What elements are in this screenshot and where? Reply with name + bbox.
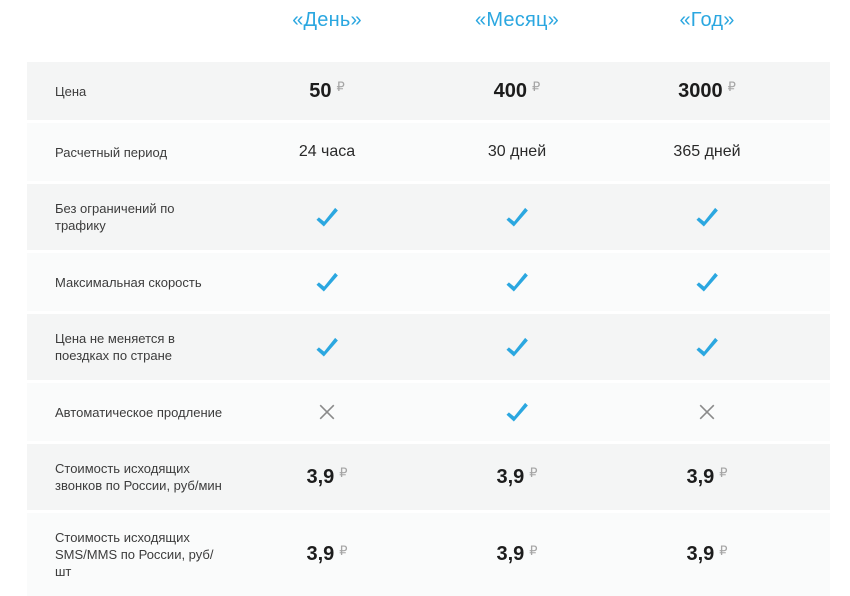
row-cell: [612, 466, 802, 489]
ruble-sign: ₽: [532, 79, 541, 94]
row-label: Цена не меняется в поездках по стране: [55, 331, 175, 363]
price-value: 3,9: [306, 543, 335, 565]
row-cell: [232, 543, 422, 566]
check-icon: [315, 271, 339, 294]
text-value: 30 дней: [487, 143, 547, 160]
ruble-sign: ₽: [727, 79, 736, 94]
row-cell: [612, 336, 802, 359]
row-cell: [232, 80, 422, 103]
row-cell: [422, 336, 612, 359]
row-label: Максимальная скорость: [55, 274, 202, 290]
row-cell: [422, 543, 612, 566]
check-icon: [695, 206, 719, 229]
ruble-sign: ₽: [719, 465, 728, 480]
row-cell: [232, 143, 422, 161]
price-value: 3,9: [306, 465, 335, 488]
price-value: 50: [309, 79, 332, 102]
row-cell: [612, 80, 802, 103]
price-value: 3,9: [686, 465, 715, 488]
table-body: [27, 62, 830, 596]
check-icon: [315, 336, 339, 359]
table-row: [27, 314, 830, 380]
cross-icon: [318, 403, 336, 421]
row-label: Цена: [55, 83, 87, 99]
table-row: [27, 383, 830, 441]
row-cell: [422, 206, 612, 229]
row-label: Стоимость исходящих звонков по России, руб/мин: [55, 461, 222, 493]
ruble-sign: ₽: [529, 542, 538, 558]
row-cell: [232, 403, 422, 421]
table-row: [27, 184, 830, 250]
row-cell: [232, 336, 422, 359]
row-cell: [422, 401, 612, 424]
ruble-sign: ₽: [339, 542, 348, 558]
ruble-sign: ₽: [339, 465, 348, 480]
column-header-day: «День»: [292, 8, 362, 31]
row-cell: [232, 206, 422, 229]
row-cell: [612, 543, 802, 566]
ruble-sign: ₽: [719, 542, 728, 558]
price-value: 3,9: [496, 543, 525, 565]
row-cell: [422, 271, 612, 294]
row-cell: [612, 143, 802, 161]
check-icon: [695, 271, 719, 294]
table-row: [27, 62, 830, 120]
table-row: [27, 513, 830, 596]
row-label: Стоимость исходящих SMS/MMS по России, руб/шт: [55, 530, 214, 579]
check-icon: [505, 336, 529, 359]
text-value: 365 дней: [673, 143, 741, 160]
table-header: [27, 0, 830, 40]
ruble-sign: ₽: [336, 79, 345, 94]
column-header-year: «Год»: [679, 8, 735, 31]
row-cell: [612, 271, 802, 294]
check-icon: [505, 206, 529, 229]
price-value: 3000: [678, 79, 723, 102]
cross-icon: [698, 403, 716, 421]
row-cell: [422, 466, 612, 489]
price-value: 400: [493, 79, 528, 102]
table-row: [27, 444, 830, 510]
check-icon: [505, 271, 529, 294]
row-cell: [232, 271, 422, 294]
row-label: Без ограничений по трафику: [55, 201, 175, 233]
price-value: 3,9: [686, 543, 715, 565]
check-icon: [315, 206, 339, 229]
text-value: 24 часа: [298, 143, 356, 160]
column-header-month: «Месяц»: [475, 8, 559, 31]
row-label: Расчетный период: [55, 144, 168, 160]
ruble-sign: ₽: [529, 465, 538, 480]
row-cell: [422, 143, 612, 161]
row-cell: [612, 206, 802, 229]
row-label: Автоматическое продление: [55, 404, 223, 420]
price-value: 3,9: [496, 465, 525, 488]
row-cell: [422, 80, 612, 103]
table-row: [27, 253, 830, 311]
row-cell: [612, 403, 802, 421]
check-icon: [505, 401, 529, 424]
row-cell: [232, 466, 422, 489]
check-icon: [695, 336, 719, 359]
table-row: [27, 123, 830, 181]
